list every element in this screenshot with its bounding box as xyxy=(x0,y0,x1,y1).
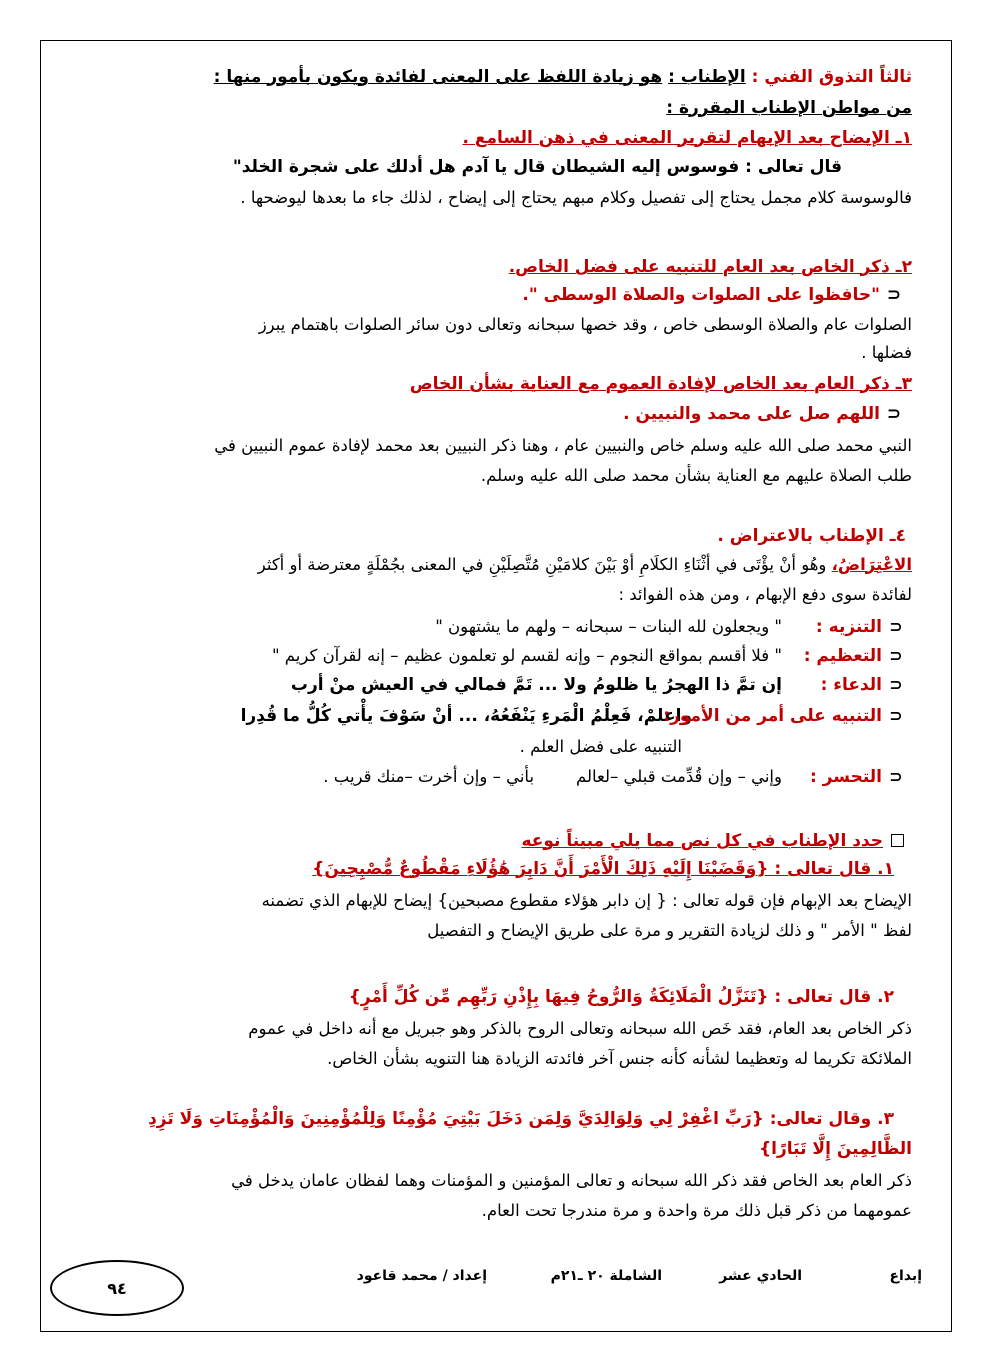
s4-item-tanbih xyxy=(241,707,904,727)
arrow-bullet-icon: ⊂ xyxy=(889,646,903,665)
arrow-bullet-icon: ⊂ xyxy=(889,617,903,636)
item-text: " ويجعلون لله البنات – سبحانه – ولهم ما يشتهون " xyxy=(435,617,782,636)
arrow-bullet-icon: ⊂ xyxy=(889,706,903,725)
q1-title: ١. قال تعالى : {وَقَضَيْنَا إِلَيْهِ ذَلِكَ الْأَمْرَ أَنَّ دَابِرَ هَٰؤُلَاءِ مَقْطُوعٌ مُّصْبِحِينَ} xyxy=(312,859,894,879)
q3-answer-1: ذكر العام بعد الخاص فقد ذكر الله سبحانه و تعالى المؤمنين و المؤمنات وهما لفظان عامان يدخل في xyxy=(231,1171,912,1190)
square-bullet-icon xyxy=(891,834,904,847)
q3-title-1: ٣. وقال تعالى: {رَبِّ اغْفِرْ لِي وَلِوَالِدَيَّ وَلِمَن دَخَلَ بَيْتِيَ مُؤْمِنًا وَلِلْمُؤْمِنِينَ وَالْمُؤْمِنَاتِ وَلَا تَزِدِ xyxy=(148,1109,894,1129)
q1-answer-2: لفظ " الأمر " و ذلك لزيادة التقرير و مرة على طريق الإيضاح و التفصيل xyxy=(427,921,912,940)
s4-item-tahassur xyxy=(323,768,904,788)
header-label: ثالثاً التذوق الفني : xyxy=(751,67,912,87)
arrow-bullet-icon: ⊂ xyxy=(889,767,903,786)
s4-def-term: الاعْتِرَاضُ، xyxy=(831,555,912,574)
q2-answer-1: ذكر الخاص بعد العام، فقد خَص الله سبحانه وتعالى الروح بالذكر وهو جبريل مع أنه داخل في عموم xyxy=(248,1019,912,1038)
s4-item-tanzih xyxy=(435,618,904,638)
item-label: التنزيه : xyxy=(815,617,882,637)
s2-example-row xyxy=(522,286,902,306)
q2-title: ٢. قال تعالى : {تَنَزَّلُ الْمَلَائِكَةُ وَالرُّوحُ فِيهَا بِإِذْنِ رَبِّهِم مِّن كُلِّ أَمْرٍ} xyxy=(348,987,894,1007)
footer-author: إعداد / محمد قاعود xyxy=(356,1268,487,1284)
arrow-bullet-icon: ⊂ xyxy=(886,285,902,305)
arrow-bullet-icon: ⊂ xyxy=(889,675,903,694)
footer-brand: إبداع xyxy=(889,1268,922,1284)
s2-explanation-1: الصلوات عام والصلاة الوسطى خاص ، وقد خصها سبحانه وتعالى دون سائر الصلوات باهتمام يبرز xyxy=(258,315,912,334)
s3-example: اللهم صل على محمد والنبيين . xyxy=(623,404,880,424)
item-label: التحسر : xyxy=(810,767,882,787)
s4-note: التنبيه على فضل العلم . xyxy=(519,737,682,756)
exercise-prompt-row xyxy=(521,832,904,852)
s4-item-dua xyxy=(291,676,904,696)
s1-example: قال تعالى : فوسوس إليه الشيطان قال يا آدم هل أدلك على شجرة الخلد" xyxy=(232,157,842,177)
item-text: واعلمْ، فَعِلْمُ الْمَرءِ يَنْفَعُهُ، ... أنْ سَوْفَ يأْتي كُلُّ ما قُدِرا xyxy=(240,706,692,726)
header-term: الإطناب : xyxy=(668,67,746,87)
footer-edition: الشاملة ٢٠ ـ٢١م xyxy=(550,1268,662,1284)
exercise-prompt: حدد الإطناب في كل نص مما يلي مبيناً نوعه xyxy=(521,831,883,851)
s2-explanation-2: فضلها . xyxy=(861,343,912,362)
item-text: وإني – وإن قُدِّمت قبلي –لعالم بأني – وإن أخرت –منك قريب . xyxy=(323,767,782,786)
page-number: ٩٤ xyxy=(50,1260,184,1316)
intro-line: من مواطن الإطناب المقررة : xyxy=(666,98,912,118)
s2-title: ٢ـ ذكر الخاص بعد العام للتنبيه على فضل الخاص. xyxy=(508,257,912,277)
s4-definition-1 xyxy=(258,556,912,575)
footer-grade: الحادي عشر xyxy=(719,1268,802,1284)
q3-title-2: الظَّالِمِينَ إِلَّا تَبَارًا} xyxy=(759,1139,912,1159)
s2-example: "حافظوا على الصلوات والصلاة الوسطى ". xyxy=(522,285,880,305)
s1-explanation: فالوسوسة كلام مجمل يحتاج إلى تفصيل وكلام مبهم يحتاج إلى إيضاح ، لذلك جاء ما بعدها ليوضحها . xyxy=(240,188,912,207)
q2-answer-2: الملائكة تكريما له وتعظيما لشأنه كأنه جنس آخر فائدته الزيادة هنا التنويه بشأن الخاص. xyxy=(327,1049,912,1068)
s3-title: ٣ـ ذكر العام بعد الخاص لإفادة العموم مع العناية بشأن الخاص xyxy=(409,374,912,394)
header-definition: هو زيادة اللفظ على المعنى لفائدة ويكون بأمور منها : xyxy=(213,67,663,87)
item-label: التعظيم : xyxy=(803,646,882,666)
s3-explanation-2: طلب الصلاة عليهم مع العناية بشأن محمد صلى الله عليه وسلم. xyxy=(480,466,912,485)
s4-title: ٤ـ الإطناب بالاعتراض . xyxy=(717,526,906,546)
s3-example-row xyxy=(623,405,902,425)
s4-item-tazim xyxy=(272,647,904,667)
item-text: " فلا أقسم بمواقع النجوم – وإنه لقسم لو تعلمون عظيم – إنه لقرآن كريم " xyxy=(271,646,782,665)
s4-definition-2: لفائدة سوى دفع الإبهام ، ومن هذه الفوائد : xyxy=(618,585,912,604)
item-label: الدعاء : xyxy=(820,675,882,695)
s3-explanation-1: النبي محمد صلى الله عليه وسلم خاص والنبيين عام ، وهنا ذكر النبيين بعد محمد لإفادة عموم النبيين في xyxy=(214,436,912,455)
item-text: إن تمَّ ذا الهجرُ يا ظلومُ ولا ... تَمَّ فمالي في العيش منْ أرب xyxy=(290,675,782,695)
item-label: التنبيه على أمر من الأمور: xyxy=(663,706,882,726)
q1-answer-1: الإيضاح بعد الإبهام فإن قوله تعالى : { إن دابر هؤلاء مقطوع مصبحين} إيضاح للإبهام الذي تضمنه xyxy=(261,891,912,910)
arrow-bullet-icon: ⊂ xyxy=(886,404,902,424)
q3-answer-2: عمومهما من ذكر قبل ذلك مرة واحدة و مرة مندرجا تحت العام. xyxy=(481,1201,912,1220)
s4-def-text: وهُو أنْ يؤْتَى في أثْنَاءِ الكلَامِ أوْ بَيْنَ كلامَيْنِ مُتَّصِلَيْنِ في المعنى بجُمْلَةٍ معترضة أو أكثر xyxy=(257,555,827,574)
page-footer xyxy=(40,1262,952,1322)
section-header xyxy=(214,68,912,88)
s1-title: ١ـ الإيضاح بعد الإبهام لتقرير المعنى في ذهن السامع . xyxy=(462,128,912,148)
